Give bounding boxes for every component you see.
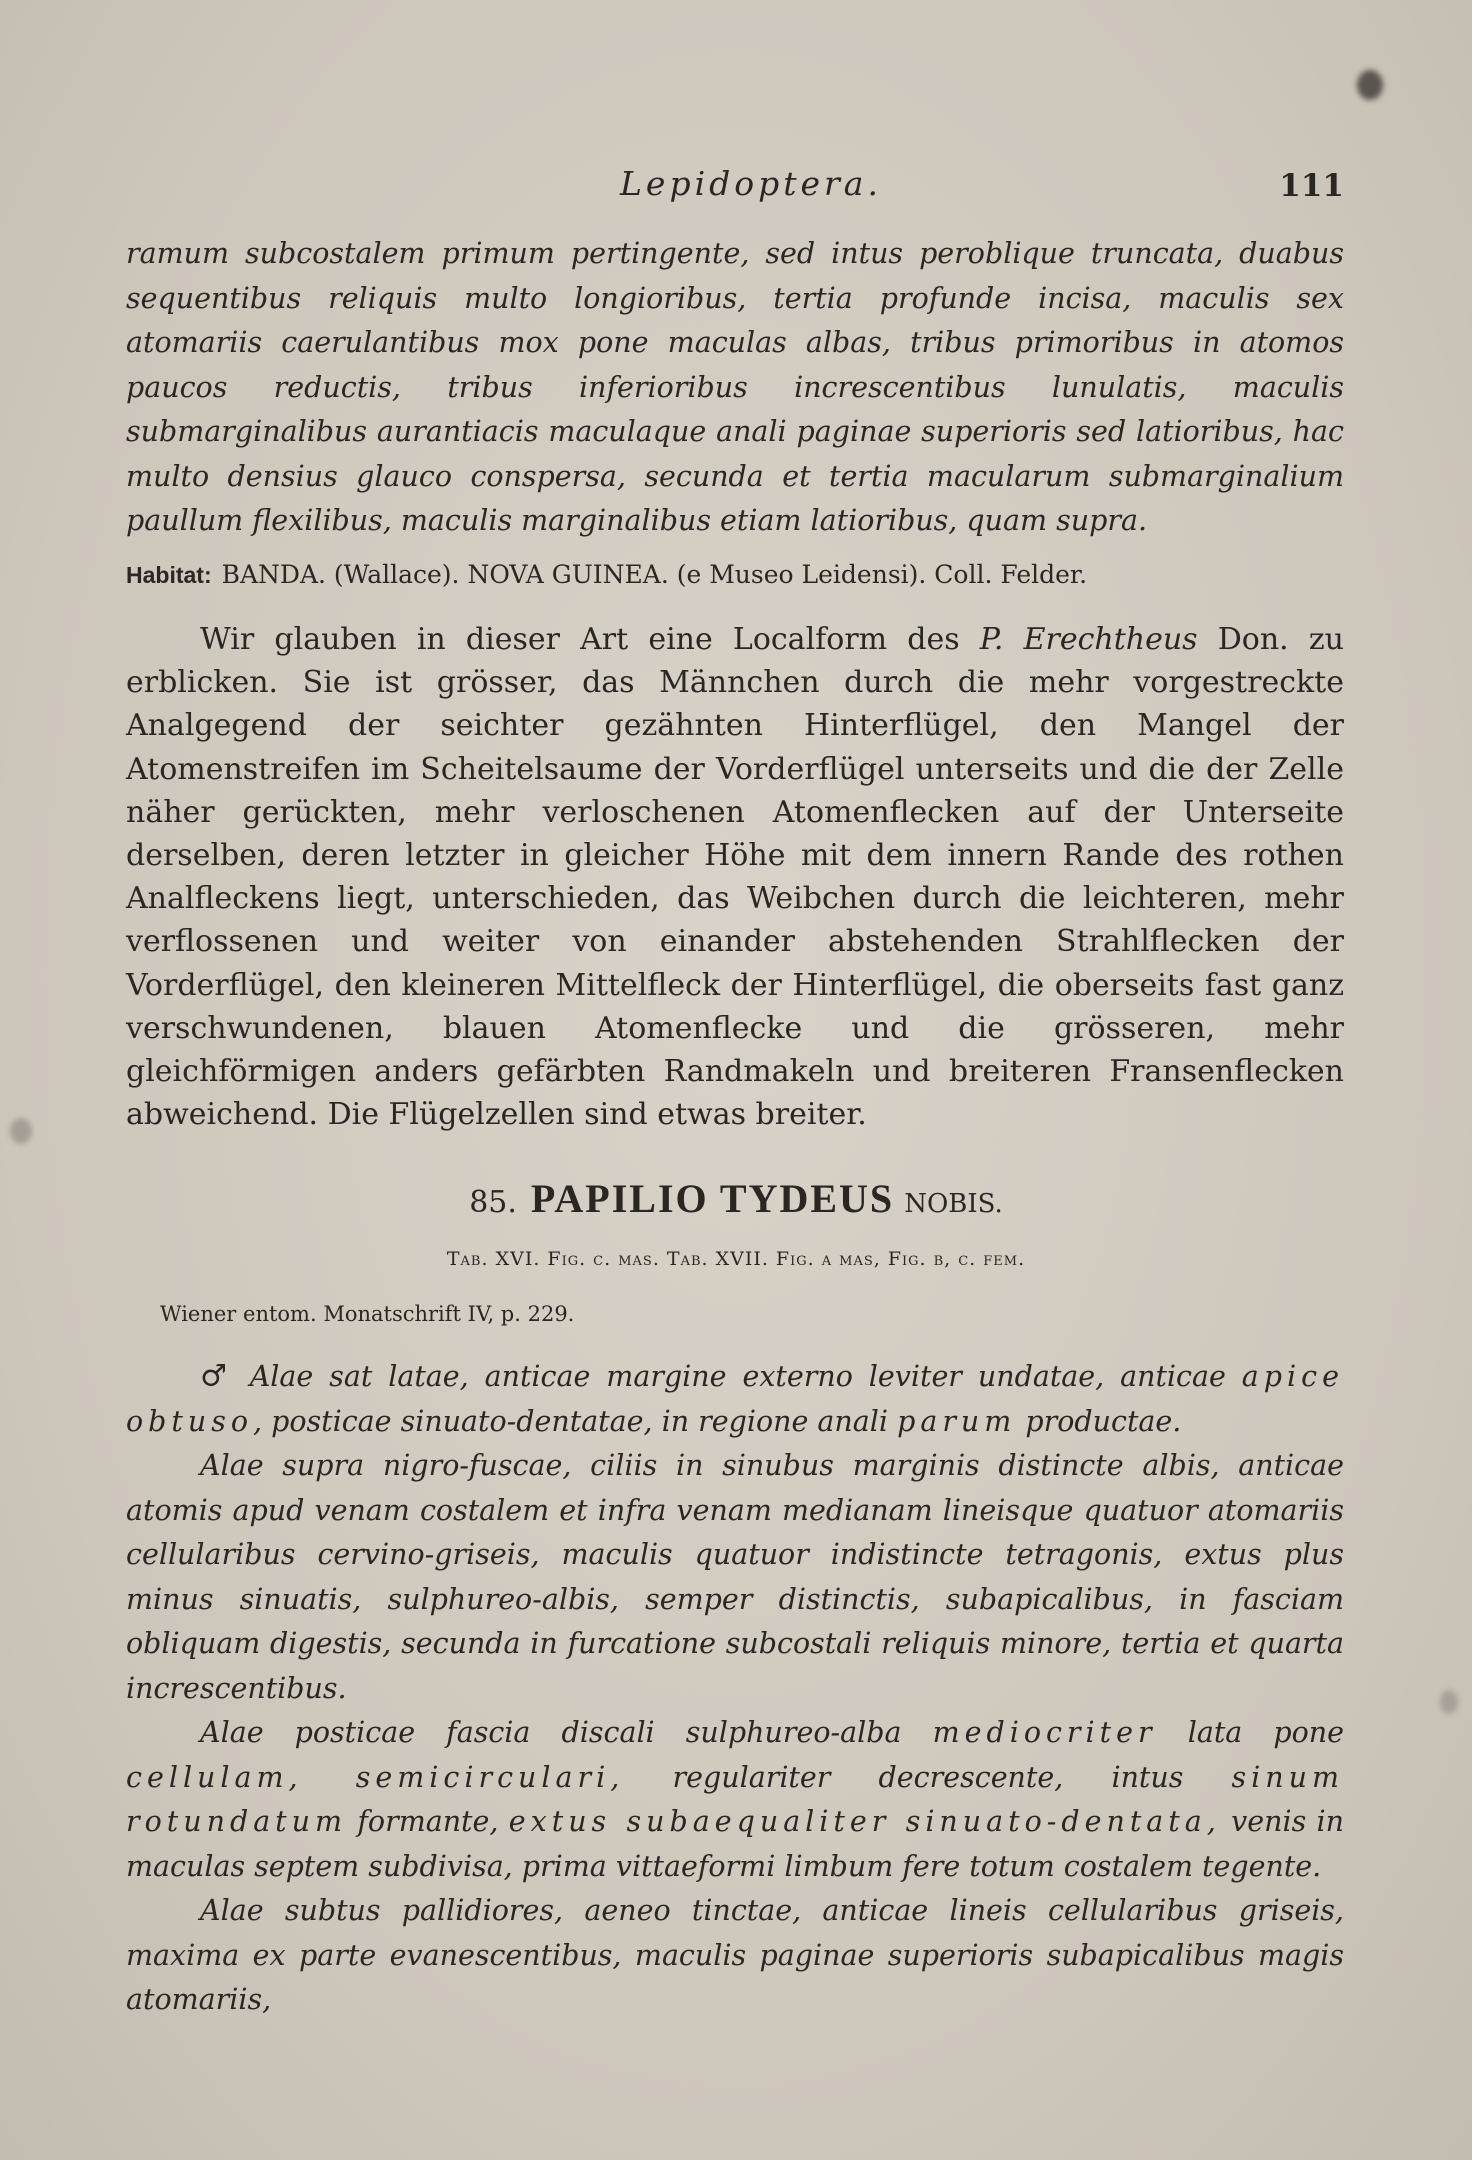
literature-reference: Wiener entom. Monatschrift IV, p. 229.: [160, 1302, 575, 1326]
description-text: formante,: [357, 1805, 499, 1838]
description-text: lata pone: [1187, 1716, 1345, 1749]
spaced-text: parum: [897, 1404, 1017, 1438]
page-number: 111: [1279, 168, 1344, 204]
german-commentary: [126, 618, 1344, 1136]
species-cross-reference: P. Erechtheus: [979, 622, 1198, 657]
habitat-text: BANDA. (Wallace). NOVA GUINEA. (e Museo Leidensi). Coll. Felder.: [221, 560, 1088, 589]
species-name: PAPILIO TYDEUS: [530, 1176, 895, 1221]
german-text-start: Wir glauben in dieser Art eine Localform des: [200, 622, 960, 657]
paper-spot: [10, 1118, 32, 1144]
spaced-text: sinum rotundatum: [126, 1760, 1345, 1838]
description-paragraph-1: [126, 1355, 1344, 1444]
spaced-text: extus subaequaliter sinuato-dentata,: [508, 1805, 1221, 1838]
description-text: productae.: [1025, 1404, 1182, 1438]
ink-speck: [1357, 70, 1383, 100]
running-title: Lepidoptera.: [620, 164, 882, 203]
species-description: [126, 1355, 1344, 2023]
running-header: [0, 160, 1472, 210]
description-text: Alae sat latae, anticae margine externo leviter undatae, anticae: [249, 1360, 1226, 1393]
continued-description-text: ramum subcostalem primum pertingente, sed intus peroblique truncata, duabus sequentibus reliquis multo longioribus, tertia profunde incisa, maculis sex atomariis caerulantibus mox pone maculas albas, tribus primoribus in atomos paucos reductis, tribus inferioribus increscentibus lunulatis, maculis submarginalibus aurantiacis maculaque anali paginae superioris sed latioribus, hac multo densius glauco conspersa, secunda et tertia macularum submarginalium paullum flexilibus, maculis marginalibus etiam latioribus, quam supra.: [126, 237, 1344, 537]
description-paragraph-4: Alae subtus pallidiores, aeneo tinctae, anticae lineis cellularibus griseis, maxima ex parte evanescentibus, maculis paginae superioris subapicalibus magis atomariis,: [126, 1894, 1344, 2016]
paper-spot: [1440, 1690, 1458, 1714]
continued-description: [126, 232, 1344, 544]
habitat-line: [126, 560, 1344, 589]
description-text: regulariter decrescente, intus: [672, 1760, 1184, 1794]
spaced-text: apice obtuso: [126, 1360, 1344, 1438]
spaced-text: mediocriter: [932, 1716, 1157, 1749]
species-heading: [0, 1175, 1472, 1222]
description-paragraph-3: [126, 1711, 1344, 1889]
species-number: 85.: [469, 1185, 517, 1220]
description-paragraph-2: Alae supra nigro-fuscae, ciliis in sinubus marginis distincte albis, anticae atomis apud venam costalem et infra venam medianam lineisque quatuor atomariis cellularibus cervino-griseis, maculis quatuor indistincte tetragonis, extus plus minus sinuatis, sulphureo-albis, semper distinctis, subapicalibus, in fasciam obliquam digestis, secunda in furcatione subcostali reliquis minore, tertia et quarta increscentibus.: [126, 1449, 1344, 1705]
description-text: venis in maculas septem subdivisa, prima vittaeformi limbum fere totum costalem tegente.: [126, 1805, 1345, 1883]
species-author: NOBIS.: [904, 1189, 1003, 1219]
spaced-text: cellulam, semicirculari,: [126, 1760, 625, 1794]
habitat-label: Habitat:: [126, 562, 212, 588]
male-symbol: ♂: [200, 1359, 234, 1394]
german-paragraph: [126, 618, 1344, 1136]
description-text: , posticae sinuato-dentatae, in regione anali: [253, 1404, 889, 1438]
description-text: Alae posticae fascia discali sulphureo-alba: [200, 1716, 902, 1749]
german-text-end: Don. zu erblicken. Sie ist grösser, das Männchen durch die mehr vorgestreckte Analgegend der seichter gezähnten Hinterflügel, den Mangel der Atomenstreifen im Scheitelsaume der Vorderflügel unterseits und die der Zelle näher gerückten, mehr verloschenen Atomenflecken auf der Unterseite derselben, deren letzter in gleicher Höhe mit dem innern Rande des rothen Analfleckens liegt, unterschieden, das Weibchen durch die leichteren, mehr verflossenen und weiter von einander abstehenden Strahlflecken der Vorderflügel, den kleineren Mittelfleck der Hinterflügel, die oberseits fast ganz verschwundenen, blauen Atomenflecke und die grösseren, mehr gleichförmigen anders gefärbten Randmakeln und breiteren Fransenflecken abweichend. Die Flügelzellen sind etwas breiter.: [126, 622, 1344, 1133]
plate-reference: Tab. XVI. Fig. c. mas. Tab. XVII. Fig. a mas, Fig. b, c. fem.: [446, 1248, 1026, 1270]
